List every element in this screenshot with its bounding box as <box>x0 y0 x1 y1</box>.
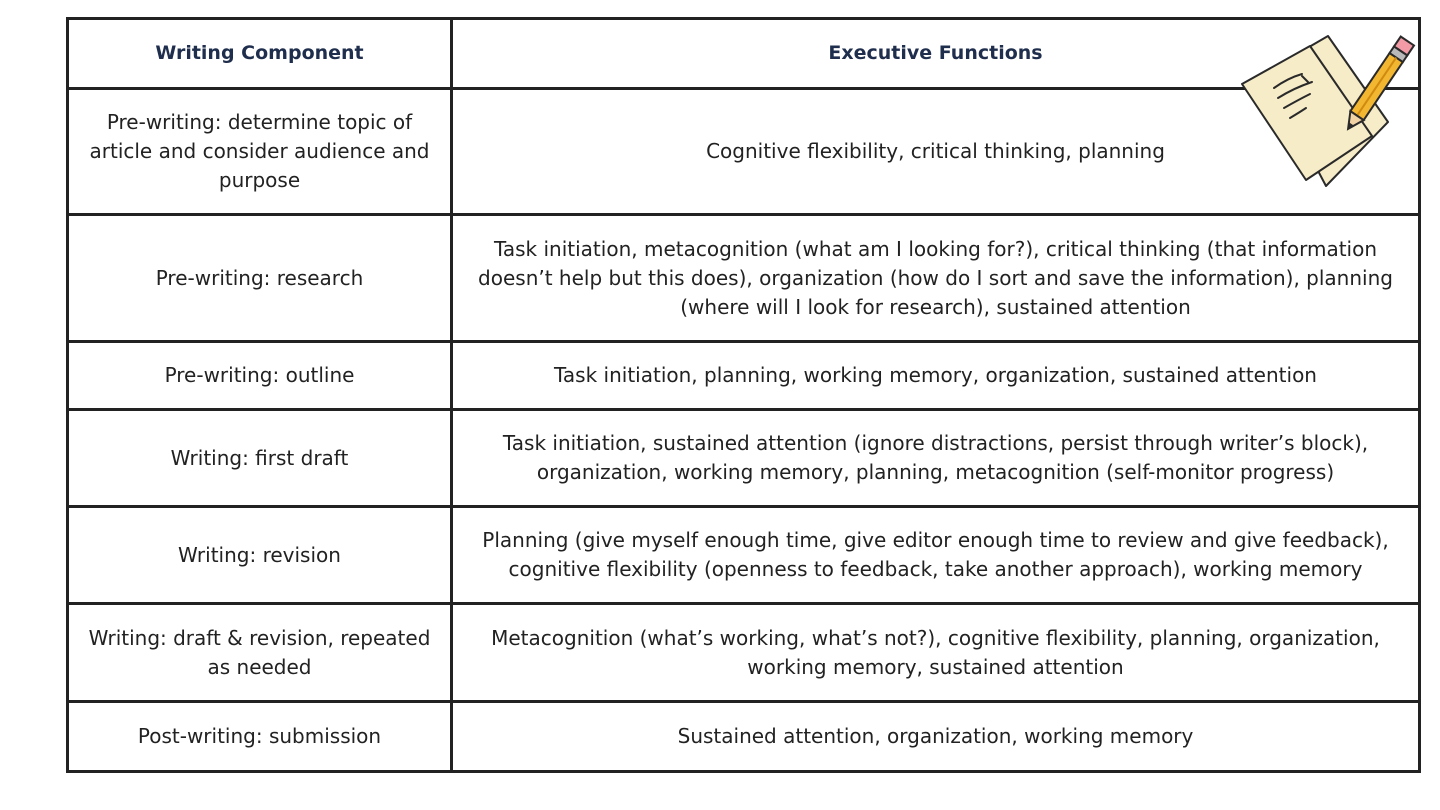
executive-functions-cell: Cognitive flexibility, critical thinking, planning <box>452 89 1420 215</box>
executive-functions-cell: Planning (give myself enough time, give editor enough time to review and give feedback), cognitive flexibility (openness to feedback, take another approach), working memory <box>452 507 1420 604</box>
header-writing-component: Writing Component <box>68 19 452 89</box>
table-row <box>68 89 1420 215</box>
writing-component-cell: Writing: revision <box>68 507 452 604</box>
notes-pencil-icon <box>1232 32 1424 192</box>
executive-functions-cell: Task initiation, metacognition (what am I looking for?), critical thinking (that information doesn’t help but this does), organization (how do I sort and save the information), planning (where will I look for research), sustained attention <box>452 215 1420 342</box>
writing-component-cell: Pre-writing: determine topic of article and consider audience and purpose <box>68 89 452 215</box>
table-header-row <box>68 19 1420 89</box>
writing-component-cell: Post-writing: submission <box>68 702 452 772</box>
executive-functions-cell: Sustained attention, organization, working memory <box>452 702 1420 772</box>
executive-functions-cell: Metacognition (what’s working, what’s not?), cognitive flexibility, planning, organization, working memory, sustained attention <box>452 604 1420 702</box>
table-row <box>68 507 1420 604</box>
writing-component-cell: Writing: draft & revision, repeated as needed <box>68 604 452 702</box>
writing-component-cell: Pre-writing: research <box>68 215 452 342</box>
table-row <box>68 702 1420 772</box>
table-row <box>68 342 1420 410</box>
writing-component-cell: Pre-writing: outline <box>68 342 452 410</box>
header-executive-functions: Executive Functions <box>452 19 1420 89</box>
executive-functions-cell: Task initiation, sustained attention (ignore distractions, persist through writer’s block), organization, working memory, planning, metacognition (self-monitor progress) <box>452 410 1420 507</box>
writing-component-cell: Writing: first draft <box>68 410 452 507</box>
executive-functions-table <box>66 17 1421 773</box>
table-row <box>68 215 1420 342</box>
executive-functions-cell: Task initiation, planning, working memory, organization, sustained attention <box>452 342 1420 410</box>
table-row <box>68 410 1420 507</box>
table-row <box>68 604 1420 702</box>
